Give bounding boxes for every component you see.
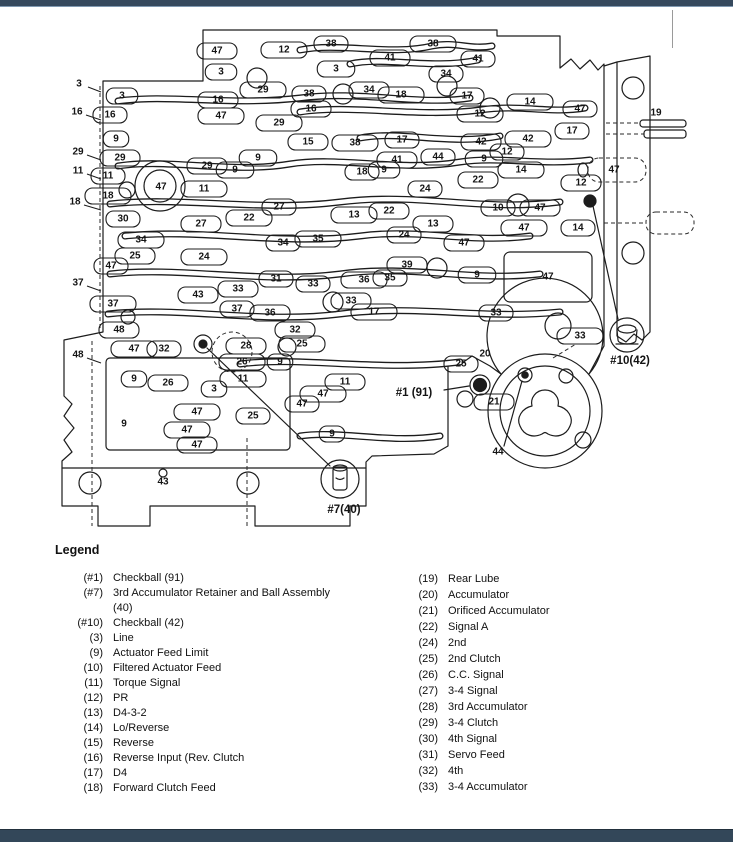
legend-item <box>55 676 355 691</box>
legend-item-number: (24) <box>418 637 438 649</box>
bolt-hole <box>622 77 644 99</box>
diagram-number-label: 34 <box>135 234 147 246</box>
legend-item-label: 4th <box>448 765 464 777</box>
legend-item <box>390 603 690 619</box>
diagram-number-label: 9 <box>232 164 238 176</box>
legend-item-label: Accumulator <box>448 589 510 601</box>
diagram-number-label: 16 <box>305 103 317 115</box>
legend-item-label: Checkball (91) <box>113 572 184 584</box>
legend-item <box>55 616 355 631</box>
legend-item-label: 3rd Accumulator <box>448 701 528 713</box>
diagram-number-label: 33 <box>345 295 357 307</box>
diagram-number-label: 47 <box>534 202 546 214</box>
legend-item-number: (10) <box>83 662 103 674</box>
diagram-number-label: 14 <box>572 222 584 234</box>
diagram-number-label: 37 <box>107 298 119 310</box>
diagram-number-label: 36 <box>358 274 370 286</box>
diagram-number-label: 38 <box>303 88 315 100</box>
diagram-number-label: 33 <box>307 278 319 290</box>
diagram-number-label: 13 <box>348 209 360 221</box>
diagram-number-label: 47 <box>191 439 203 451</box>
diagram-number-label: 27 <box>273 201 285 213</box>
diagram-number-label: 9 <box>255 152 261 164</box>
diagram-number-label: 25 <box>296 338 308 350</box>
legend-item-number: (28) <box>418 701 438 713</box>
diagram-number-label: 3 <box>333 63 339 75</box>
diagram-number-label: 30 <box>117 213 129 225</box>
legend-item <box>55 781 355 796</box>
diagram-number-label: 9 <box>121 418 127 430</box>
legend-item-label: Lo/Reverse <box>113 722 170 734</box>
diagram-number-label: 25 <box>455 358 467 370</box>
diagram-number-label: 31 <box>270 273 282 285</box>
diagram-number-label: 12 <box>575 177 587 189</box>
legend-item <box>55 646 355 661</box>
legend-item-number: (#1) <box>83 572 103 584</box>
diagram-number-label: 9 <box>381 164 387 176</box>
legend-item-number: (14) <box>83 722 103 734</box>
diagram-number-label: 17 <box>461 90 473 102</box>
diagram-number-label: 9 <box>474 269 480 281</box>
legend-item <box>55 571 355 586</box>
diagram-number-label: 36 <box>264 307 276 319</box>
legend-item <box>55 706 355 721</box>
legend-item-number: (29) <box>418 717 438 729</box>
diagram-number-label: 14 <box>515 164 527 176</box>
legend-item <box>390 651 690 667</box>
legend-item-label: D4-3-2 <box>113 707 147 719</box>
legend-item <box>390 747 690 763</box>
legend-item <box>390 715 690 731</box>
legend-item-number: (17) <box>83 767 103 779</box>
diagram-number-label: 47 <box>518 222 530 234</box>
legend-item-label: Reverse Input (Rev. Clutch <box>113 752 245 764</box>
diagram-number-label: 22 <box>383 205 395 217</box>
diagram-number-label: 19 <box>650 107 662 119</box>
diagram-number-label: 9 <box>113 133 119 145</box>
legend-column-left <box>55 571 355 796</box>
diagram-number-label: 41 <box>472 53 484 65</box>
legend-item-label: 3-4 Signal <box>448 685 498 697</box>
legend-item-label: Forward Clutch Feed <box>113 782 216 794</box>
diagram-number-label: 17 <box>396 134 408 146</box>
legend-item-number: (25) <box>418 653 438 665</box>
legend-item-label: D4 <box>113 767 128 779</box>
diagram-number-label: 37 <box>231 303 243 315</box>
diagram-number-label: 47 <box>317 388 329 400</box>
diagram-number-label: 47 <box>542 271 554 283</box>
diagram-number-label: 12 <box>501 146 513 158</box>
diagram-number-label: 48 <box>72 349 84 361</box>
edge-leader-line <box>88 87 101 92</box>
diagram-number-label: 34 <box>363 84 375 96</box>
legend-item-number: (#10) <box>77 617 103 629</box>
legend-item-number: (13) <box>83 707 103 719</box>
legend-item <box>390 779 690 795</box>
diagram-number-label: 41 <box>391 154 403 166</box>
diagram-number-label: 32 <box>158 343 170 355</box>
diagram-number-label: 11 <box>339 376 351 388</box>
diagram-number-label: 44 <box>432 151 444 163</box>
diagram-number-label: 10 <box>492 202 504 214</box>
diagram-number-label: 16 <box>71 106 83 118</box>
tri-lobe-opening <box>519 390 572 436</box>
port-tabs-19 <box>640 120 686 138</box>
diagram-number-label: 29 <box>201 160 213 172</box>
diagram-number-label: 38 <box>325 38 337 50</box>
diagram-number-label: 18 <box>102 190 114 202</box>
legend-item-label: Reverse <box>113 737 154 749</box>
legend-item-number: (30) <box>418 733 438 745</box>
diagram-number-label: 9 <box>131 373 137 385</box>
diagram-number-label: 11 <box>102 170 114 182</box>
legend-item-number: (21) <box>418 605 438 617</box>
legend-item-label: 2nd Clutch <box>448 653 501 665</box>
diagram-number-label: 24 <box>419 183 431 195</box>
legend-item-number: (15) <box>83 737 103 749</box>
legend-item <box>55 631 355 646</box>
legend-item <box>55 721 355 736</box>
bolt-44 <box>522 372 528 378</box>
bolt-holes <box>79 68 571 494</box>
diagram-number-label: 9 <box>329 428 335 440</box>
diagram-number-label: 22 <box>472 174 484 186</box>
diagram-number-label: 35 <box>312 233 324 245</box>
diagram-number-label: 47 <box>296 398 308 410</box>
diagram-number-label: 12 <box>474 108 486 120</box>
diagram-number-label: 47 <box>574 103 586 115</box>
legend-item <box>390 587 690 603</box>
diagram-number-label: 25 <box>247 410 259 422</box>
diagram-number-label: 24 <box>198 251 210 263</box>
legend-item-label: Filtered Actuator Feed <box>113 662 222 674</box>
legend-item <box>390 699 690 715</box>
edge-leader-line <box>87 286 101 291</box>
diagram-number-label: 29 <box>72 146 84 158</box>
diagram-number-label: 37 <box>72 277 84 289</box>
diagram-number-label: 32 <box>289 324 301 336</box>
diagram-number-label: 29 <box>273 117 285 129</box>
diagram-number-label: 47 <box>128 343 140 355</box>
diagram-number-label: 34 <box>277 237 289 249</box>
diagram-number-label: 20 <box>479 348 491 360</box>
legend-item-label: Servo Feed <box>448 749 505 761</box>
edge-leader-line <box>84 205 101 210</box>
legend-item-label: 3rd Accumulator Retainer and Ball Assembly (40) <box>113 587 331 614</box>
legend-item-number: (9) <box>89 647 103 659</box>
legend-item <box>390 619 690 635</box>
legend-item-label: Line <box>113 632 134 644</box>
legend-item-number: (22) <box>418 621 438 633</box>
legend-item-label: 3-4 Clutch <box>448 717 499 729</box>
diagram-number-label: 13 <box>427 218 439 230</box>
legend-item-number: (26) <box>418 669 438 681</box>
diagram-callout-label: #1 (91) <box>395 387 433 399</box>
legend-item <box>390 763 690 779</box>
legend-item-number: (20) <box>418 589 438 601</box>
diagram-number-label: 18 <box>395 89 407 101</box>
legend-item-number: (33) <box>418 781 438 793</box>
diagram-number-label: 22 <box>243 212 255 224</box>
legend-item-number: (31) <box>418 749 438 761</box>
legend-item-number: (16) <box>83 752 103 764</box>
diagram-number-label: 12 <box>278 44 290 56</box>
diagram-number-label: 44 <box>492 446 504 458</box>
legend-item-number: (32) <box>418 765 438 777</box>
diagram-number-label: 47 <box>155 181 167 193</box>
legend-item-number: (12) <box>83 692 103 704</box>
diagram-number-label: 42 <box>522 133 534 145</box>
diagram-number-label: 47 <box>215 110 227 122</box>
diagram-number-label: 47 <box>211 45 223 57</box>
edge-leader-line <box>87 155 101 160</box>
diagram-number-label: 25 <box>129 250 141 262</box>
diagram-number-label: 18 <box>356 166 368 178</box>
diagram-number-label: 3 <box>76 78 82 90</box>
diagram-number-label: 33 <box>232 283 244 295</box>
diagram-number-label: 28 <box>240 340 252 352</box>
diagram-number-label: 41 <box>384 52 396 64</box>
legend-item-label: Torque Signal <box>113 677 181 689</box>
legend-item-label: 4th Signal <box>448 733 497 745</box>
diagram-number-label: 24 <box>398 229 410 241</box>
legend-item-label: Orificed Accumulator <box>448 605 550 617</box>
legend-item-number: (19) <box>418 573 438 585</box>
legend-item <box>390 635 690 651</box>
diagram-number-label: 47 <box>608 164 620 176</box>
diagram-number-label: 42 <box>475 136 487 148</box>
diagram-number-label: 26 <box>236 356 248 368</box>
diagram-number-label: 47 <box>105 260 117 272</box>
diagram-number-label: 21 <box>488 396 500 408</box>
legend-item-label: 3-4 Accumulator <box>448 781 528 793</box>
diagram-number-label: 43 <box>192 289 204 301</box>
legend-item-number: (27) <box>418 685 438 697</box>
legend-column-right <box>390 571 690 795</box>
legend-item <box>55 661 355 676</box>
diagram-number-label: 3 <box>218 66 224 78</box>
diagram-callout-label: #7(40) <box>327 504 361 516</box>
legend-title: Legend <box>55 543 100 557</box>
legend-item-label: Checkball (42) <box>113 617 184 629</box>
diagram-number-label: 11 <box>72 165 84 177</box>
legend-item <box>390 683 690 699</box>
bottom-border-bar <box>0 829 733 842</box>
checkball-1-location <box>444 375 490 407</box>
diagram-number-label: 39 <box>401 259 413 271</box>
diagram-number-label: 47 <box>458 237 470 249</box>
diagram-number-label: 9 <box>277 356 283 368</box>
legend-item-label: Rear Lube <box>448 573 500 585</box>
diagram-number-label: 16 <box>212 94 224 106</box>
diagram-number-label: 14 <box>524 96 536 108</box>
leader-44 <box>504 381 522 446</box>
diagram-number-label: 15 <box>302 136 314 148</box>
diagram-number-label: 27 <box>195 218 207 230</box>
legend-item-number: (#7) <box>83 587 103 599</box>
legend-item-number: (18) <box>83 782 103 794</box>
diagram-number-label: 33 <box>490 307 502 319</box>
legend-item-label: C.C. Signal <box>448 669 504 681</box>
legend-section <box>55 543 705 794</box>
diagram-number-label: 29 <box>114 152 126 164</box>
diagram-number-label: 48 <box>113 324 125 336</box>
diagram-number-label: 38 <box>427 38 439 50</box>
diagram-number-label: 17 <box>566 125 578 137</box>
diagram-number-label: 3 <box>119 90 125 102</box>
diagram-number-label: 17 <box>368 306 380 318</box>
diagram-number-label: 26 <box>162 377 174 389</box>
edge-leader-line <box>87 174 101 179</box>
diagram-number-label: 33 <box>574 330 586 342</box>
legend-item-label: 2nd <box>448 637 467 649</box>
legend-item-number: (11) <box>84 677 103 689</box>
legend-item <box>55 751 355 766</box>
legend-item <box>390 667 690 683</box>
legend-item-label: Signal A <box>448 621 489 633</box>
valve-body-diagram <box>0 6 733 546</box>
legend-item <box>390 571 690 587</box>
diagram-number-label: 3 <box>211 383 217 395</box>
legend-item-label: Actuator Feed Limit <box>113 647 209 659</box>
diagram-number-label: 11 <box>198 183 210 195</box>
edge-leader-line <box>87 358 101 363</box>
diagram-number-label: 29 <box>257 84 269 96</box>
diagram-number-label: 16 <box>104 109 116 121</box>
legend-item <box>55 736 355 751</box>
legend-item-label: PR <box>113 692 129 704</box>
diagram-number-label: 47 <box>191 406 203 418</box>
legend-item <box>55 766 355 781</box>
diagram-number-label: 34 <box>440 68 452 80</box>
diagram-number-label: 9 <box>481 153 487 165</box>
pump-flange <box>488 354 602 468</box>
legend-item <box>55 586 355 616</box>
legend-item-number: (3) <box>89 632 103 644</box>
diagram-number-label: 18 <box>69 196 81 208</box>
diagram-number-label: 35 <box>384 272 396 284</box>
bolt-hole <box>622 242 644 264</box>
legend-item <box>55 691 355 706</box>
diagram-number-label: 43 <box>157 476 169 488</box>
diagram-number-label: 11 <box>237 373 249 385</box>
diagram-callout-label: #10(42) <box>610 355 650 367</box>
legend-item <box>390 731 690 747</box>
diagram-number-label: 38 <box>349 137 361 149</box>
diagram-number-label: 47 <box>181 424 193 436</box>
